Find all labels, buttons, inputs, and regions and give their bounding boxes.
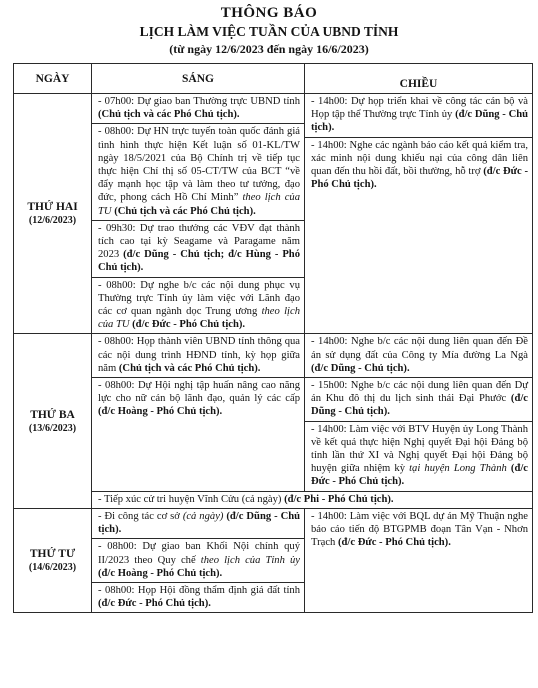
day-row-tuesday-fullday — [14, 491, 533, 508]
fullday-cell — [92, 491, 533, 508]
day-name: THỨ TƯ — [29, 548, 76, 561]
list-item: - 14h00: Dự họp triển khai về công tác cán bộ và Họp tập thể Thường trực Tỉnh ủy (đ/c Dũng - Chủ tịch). — [305, 94, 532, 138]
list-item: - 15h00: Nghe b/c các nội dung liên quan đến Dự án Khu đô thị du lịch sinh thái Đại Phước (đ/c Dũng - Chủ tịch). — [305, 378, 532, 422]
day-row-tuesday — [14, 334, 533, 491]
list-item: - 14h00: Nghe b/c các nội dung liên quan đến Đề án sử dụng đất của Công ty Mía đường La Ngà (đ/c Dũng - Chủ tịch). — [305, 334, 532, 378]
doc-date-range: (từ ngày 12/6/2023 đến ngày 16/6/2023) — [169, 42, 369, 56]
list-item: - Đi công tác cơ sở (cả ngày) (đ/c Dũng - Chủ tịch). — [92, 509, 304, 539]
afternoon-cell — [305, 94, 533, 334]
list-item: - 08h00: Dự nghe b/c các nội dung phục vụ Thường trực Tỉnh ủy làm việc với Lãnh đạo các cơ quan ngành dọc Trung ương theo lịch của TU (đ/c Đức - Phó Chủ tịch). — [98, 279, 300, 331]
morning-cell — [92, 334, 305, 491]
day-cell — [14, 508, 92, 612]
day-cell — [14, 334, 92, 508]
list-item: - 08h00: Dự HN trực tuyến toàn quốc đánh giá tình hình thực hiện Kết luận số 01-KL/TW ngày 18/5/2021 của Bộ Chính trị về tiếp tục thực hiện Chỉ thị số 05-CT/TW của BCT “về đẩy mạnh học tập và làm theo tư tưởng, đạo đức, phong cách Hồ Chí Minh” theo lịch của TU (Chủ tịch và các Phó Chủ tịch). — [92, 124, 304, 220]
day-name: THỨ BA — [30, 408, 75, 421]
day-cell — [14, 94, 92, 334]
morning-cell — [92, 508, 305, 612]
list-item: - 14h00: Làm việc với BTV Huyện ủy Long Thành về kết quả thực hiện Nghị quyết Đại hội Đảng bộ tỉnh lần thứ XI và Nghị quyết Đại hội Đảng bộ huyện giữa nhiệm kỳ tại huyện Long Thành (đ/c Đức - Phó Chủ tịch). — [311, 423, 528, 488]
table-header-row — [14, 64, 533, 94]
list-item: - 14h00: Làm việc với BQL dự án Mỹ Thuận nghe báo cáo tiến độ BTGPMB đoạn Tân Vạn - Nhơn Trạch (đ/c Đức - Phó Chủ tịch). — [311, 510, 528, 549]
col-header-day: NGÀY — [14, 64, 92, 94]
schedule-table — [13, 63, 533, 613]
list-item: - 08h00: Họp Hội đồng thẩm định giá đất tỉnh (đ/c Đức - Phó Chủ tịch). — [98, 584, 300, 610]
list-item: - 14h00: Nghe các ngành báo cáo kết quả kiểm tra, xác minh nội dung khiếu nại của công dân liên quan đến thu hồi đất, bồi thường, hỗ trợ (đ/c Đức - Phó Chủ tịch). — [311, 139, 528, 191]
day-date: (14/6/2023) — [28, 562, 77, 574]
morning-cell — [92, 94, 305, 334]
list-item: - 08h00: Dự giao ban Khối Nội chính quý II/2023 theo Quy chế theo lịch của Tỉnh ủy (đ/c Hoàng - Phó Chủ tịch). — [92, 539, 304, 583]
doc-subtitle: LỊCH LÀM VIỆC TUẦN CỦA UBND TỈNH — [139, 24, 399, 39]
day-date: (12/6/2023) — [28, 215, 77, 227]
afternoon-cell — [305, 334, 533, 491]
list-item: - 08h00: Họp thành viên UBND tỉnh thông qua các nội dung trình HĐND tỉnh, kỳ họp giữa năm (Chủ tịch và các Phó Chủ tịch). — [92, 334, 304, 378]
col-header-afternoon: CHIỀU — [305, 64, 533, 94]
list-item: - 08h00: Dự Hội nghị tập huấn nâng cao năng lực cho nữ cán bộ lãnh đạo, quản lý các cấp (đ/c Hoàng - Phó Chủ tịch). — [98, 380, 300, 418]
day-row-wednesday — [14, 508, 533, 612]
afternoon-cell — [305, 508, 533, 612]
doc-title: THÔNG BÁO — [220, 5, 318, 21]
list-item: - 09h30: Dự trao thưởng các VĐV đạt thành tích cao tại kỳ Seagame và Paragame năm 2023 (đ/c Dũng - Chủ tịch; đ/c Hùng - Phó Chủ tịch). — [92, 221, 304, 278]
day-name: THỨ HAI — [27, 201, 78, 214]
list-item: - Tiếp xúc cử tri huyện Vĩnh Cửu (cả ngày) (đ/c Phi - Phó Chủ tịch). — [98, 493, 394, 505]
day-date: (13/6/2023) — [28, 422, 77, 434]
day-row-monday — [14, 94, 533, 334]
col-header-morning: SÁNG — [92, 64, 305, 94]
list-item: - 07h00: Dự giao ban Thường trực UBND tỉnh (Chủ tịch và các Phó Chủ tịch). — [92, 94, 304, 124]
